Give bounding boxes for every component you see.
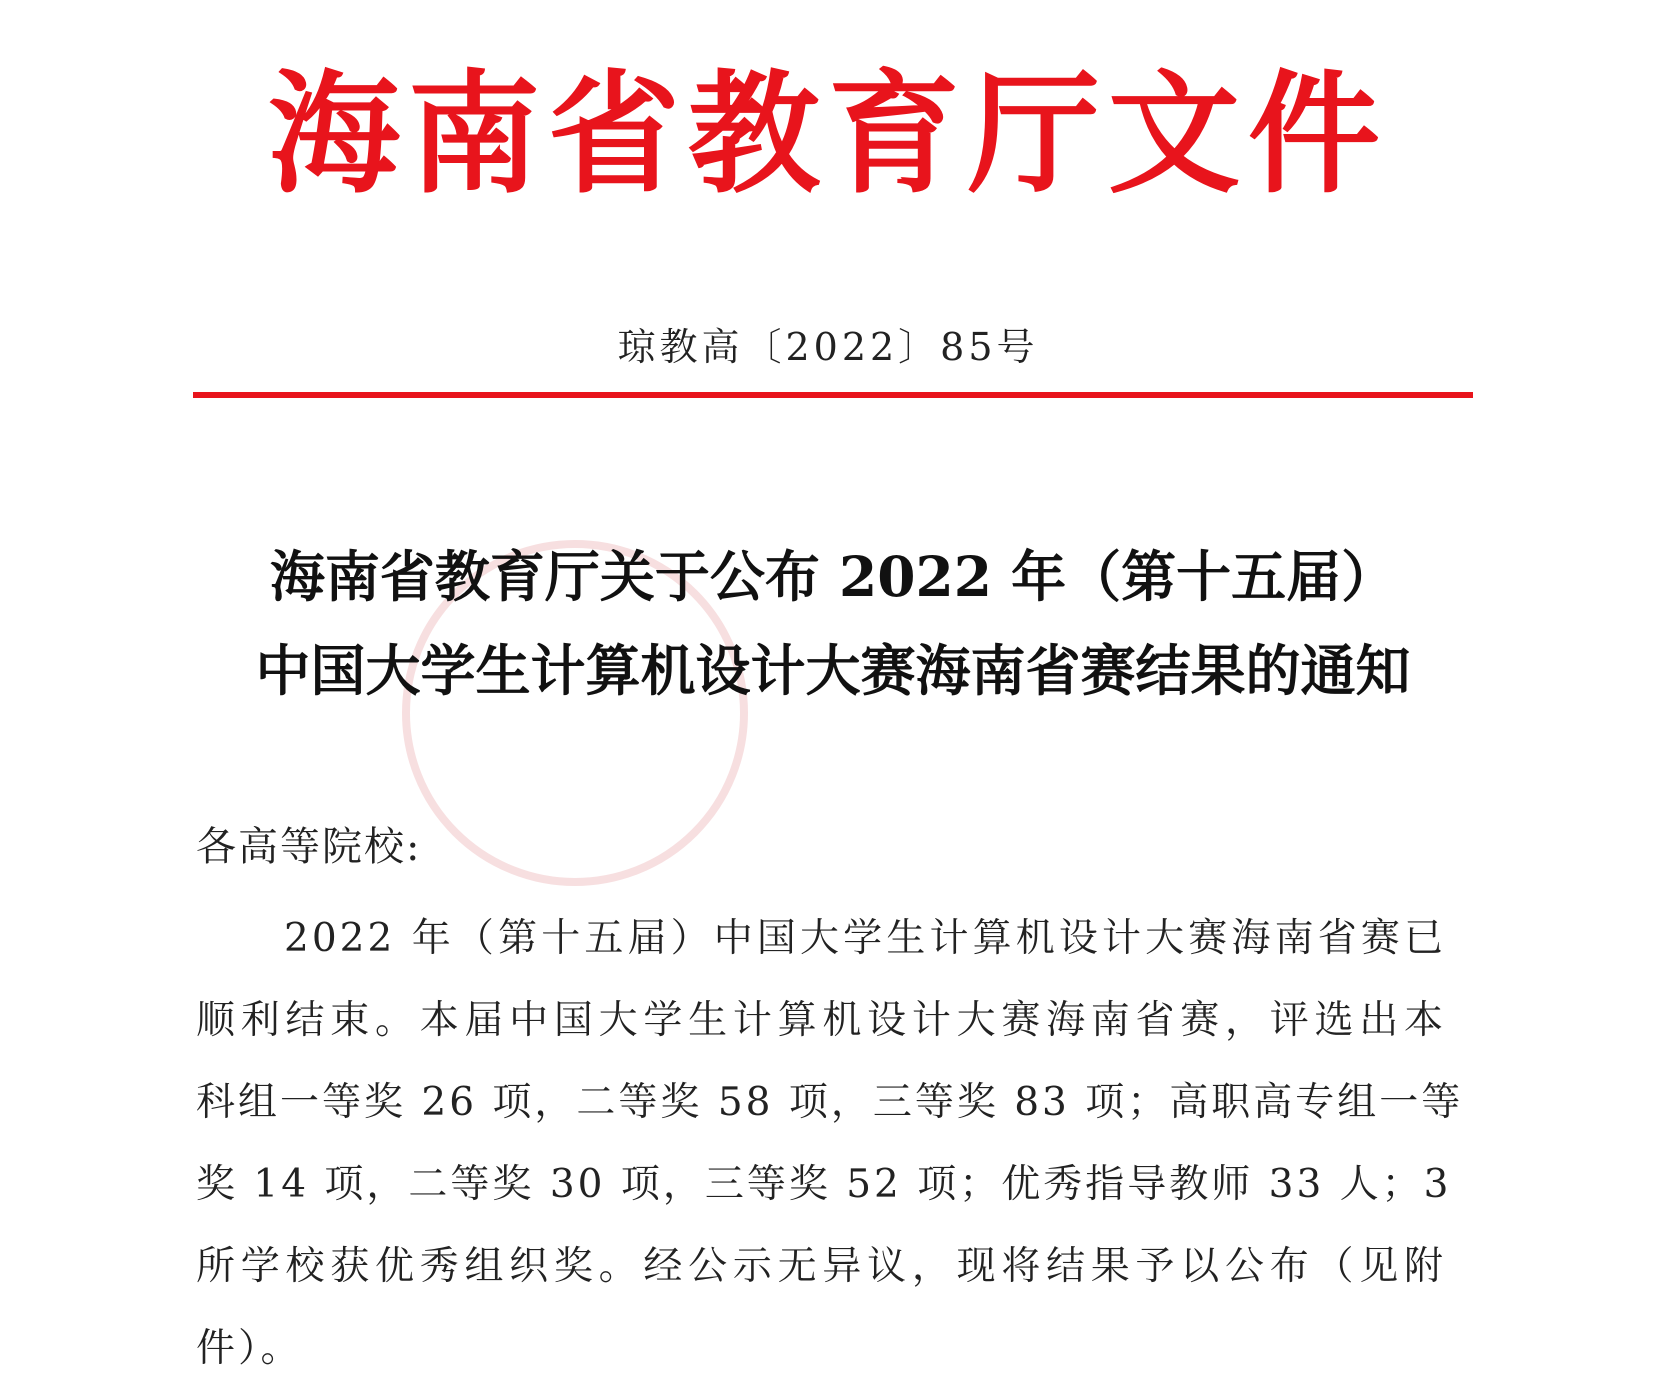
body-line-3: 科组一等奖 26 项，二等奖 58 项，三等奖 83 项；高职高专组一等 — [196, 1080, 1464, 1125]
notice-title — [193, 530, 1473, 718]
body-line-1: 2022 年（第十五届）中国大学生计算机设计大赛海南省赛已 — [284, 916, 1446, 961]
body-paragraph — [196, 898, 1464, 1390]
document-number: 琼教高〔2022〕85号 — [617, 325, 1039, 369]
body-line-6: 件）。 — [196, 1326, 303, 1371]
body-line-5: 所学校获优秀组织奖。经公示无异议，现将结果予以公布（见附 — [196, 1244, 1446, 1289]
body-line-2: 顺利结束。本届中国大学生计算机设计大赛海南省赛，评选出本 — [196, 998, 1446, 1043]
issuer-header-title: 海南省教育厅文件 — [268, 57, 1388, 212]
salutation: 各高等院校: — [196, 824, 422, 870]
red-divider-line — [193, 392, 1473, 398]
notice-title-line-1: 海南省教育厅关于公布 2022 年（第十五届） — [269, 544, 1397, 609]
notice-title-line-2: 中国大学生计算机设计大赛海南省赛结果的通知 — [255, 638, 1411, 703]
body-line-4: 奖 14 项，二等奖 30 项，三等奖 52 项；优秀指导教师 33 人；3 — [196, 1162, 1452, 1207]
